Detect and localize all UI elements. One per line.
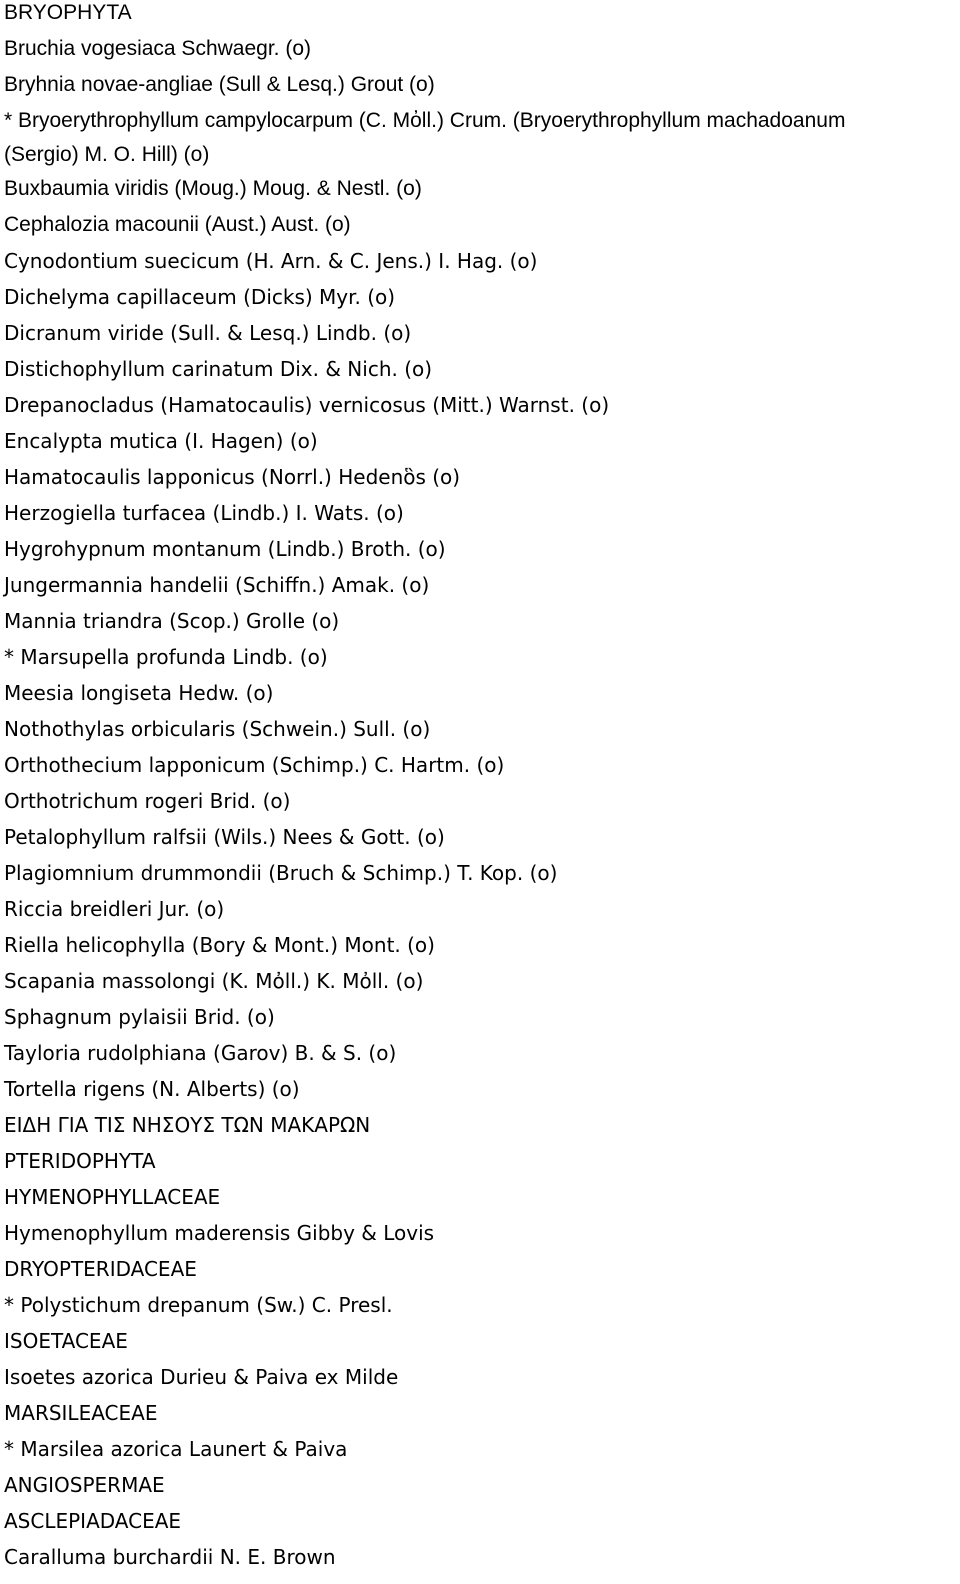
list-item: Tayloria rudolphiana (Garov) B. & S. (o) xyxy=(4,1041,397,1065)
list-item: Riella helicophylla (Bory & Mont.) Mont. (o) xyxy=(4,933,435,957)
list-item: Drepanocladus (Hamatocaulis) vernicosus (Mitt.) Warnst. (o) xyxy=(4,393,610,417)
list-item: Orthothecium lapponicum (Schimp.) C. Hartm. (o) xyxy=(4,753,505,777)
list-item: Hymenophyllum maderensis Gibby & Lovis xyxy=(4,1221,435,1245)
list-item: Plagiomnium drummondii (Bruch & Schimp.) T. Kop. (o) xyxy=(4,861,558,885)
list-item: Cephalozia macounii (Aust.) Aust. (o) xyxy=(4,213,351,236)
list-item: Bryhnia novae-angliae (Sull & Lesq.) Grout (o) xyxy=(4,73,435,96)
list-item-continuation: (Sergio) M. O. Hill) (o) xyxy=(4,143,210,166)
family-heading: DRYOPTERIDACEAE xyxy=(4,1257,197,1281)
section-heading-bryophyta: BRYOPHYTA xyxy=(4,1,132,24)
list-item: Caralluma burchardii N. E. Brown xyxy=(4,1545,336,1569)
list-item: Nothothylas orbicularis (Schwein.) Sull. (o) xyxy=(4,717,431,741)
list-item: Encalypta mutica (I. Hagen) (o) xyxy=(4,429,318,453)
list-item: Meesia longiseta Hedw. (o) xyxy=(4,681,274,705)
list-item: Cynodontium suecicum (H. Arn. & C. Jens.) I. Hag. (o) xyxy=(4,249,538,273)
list-item: Sphagnum pylaisii Brid. (o) xyxy=(4,1005,275,1029)
section-heading-pteridophyta: PTERIDOPHYTA xyxy=(4,1149,156,1173)
list-item: Petalophyllum ralfsii (Wils.) Nees & Gott. (o) xyxy=(4,825,445,849)
section-heading-angiospermae: ANGIOSPERMAE xyxy=(4,1473,165,1497)
list-item: Jungermannia handelii (Schiffn.) Amak. (o) xyxy=(4,573,430,597)
document-body xyxy=(4,0,956,1580)
list-item: * Bryoerythrophyllum campylocarpum (C. Mὀll.) Crum. (Bryoerythrophyllum machadoanum xyxy=(4,109,846,132)
list-item: Bruchia vogesiaca Schwaegr. (o) xyxy=(4,37,311,60)
list-item: Hygrohypnum montanum (Lindb.) Broth. (o) xyxy=(4,537,446,561)
family-heading: HYMENOPHYLLACEAE xyxy=(4,1185,221,1209)
list-item: * Marsilea azorica Launert & Paiva xyxy=(4,1437,348,1461)
list-item: Mannia triandra (Scop.) Grolle (o) xyxy=(4,609,340,633)
list-item: Dicranum viride (Sull. & Lesq.) Lindb. (o) xyxy=(4,321,412,345)
list-item: * Marsupella profunda Lindb. (o) xyxy=(4,645,328,669)
list-item: Orthotrichum rogeri Brid. (o) xyxy=(4,789,291,813)
list-item: Distichophyllum carinatum Dix. & Nich. (o) xyxy=(4,357,433,381)
list-item: Hamatocaulis lapponicus (Norrl.) Hedenὃs (o) xyxy=(4,465,461,489)
section-heading-greek: ΕΙΔΗ ΓΙΑ ΤΙΣ ΝΗΣΟΥΣ ΤΩΝ ΜΑΚΑΡΩΝ xyxy=(4,1113,371,1137)
list-item: Riccia breidleri Jur. (o) xyxy=(4,897,225,921)
family-heading: ISOETACEAE xyxy=(4,1329,128,1353)
list-item: Scapania massolongi (K. Mὀll.) K. Mὀll. (o) xyxy=(4,969,424,993)
list-item: * Polystichum drepanum (Sw.) C. Presl. xyxy=(4,1293,393,1317)
family-heading: MARSILEACEAE xyxy=(4,1401,158,1425)
list-item: Dichelyma capillaceum (Dicks) Myr. (o) xyxy=(4,285,396,309)
list-item: Tortella rigens (N. Alberts) (o) xyxy=(4,1077,300,1101)
list-item: Herzogiella turfacea (Lindb.) I. Wats. (o) xyxy=(4,501,404,525)
list-item: Buxbaumia viridis (Moug.) Moug. & Nestl. (o) xyxy=(4,177,422,200)
family-heading: ASCLEPIADACEAE xyxy=(4,1509,182,1533)
list-item: Isoetes azorica Durieu & Paiva ex Milde xyxy=(4,1365,399,1389)
